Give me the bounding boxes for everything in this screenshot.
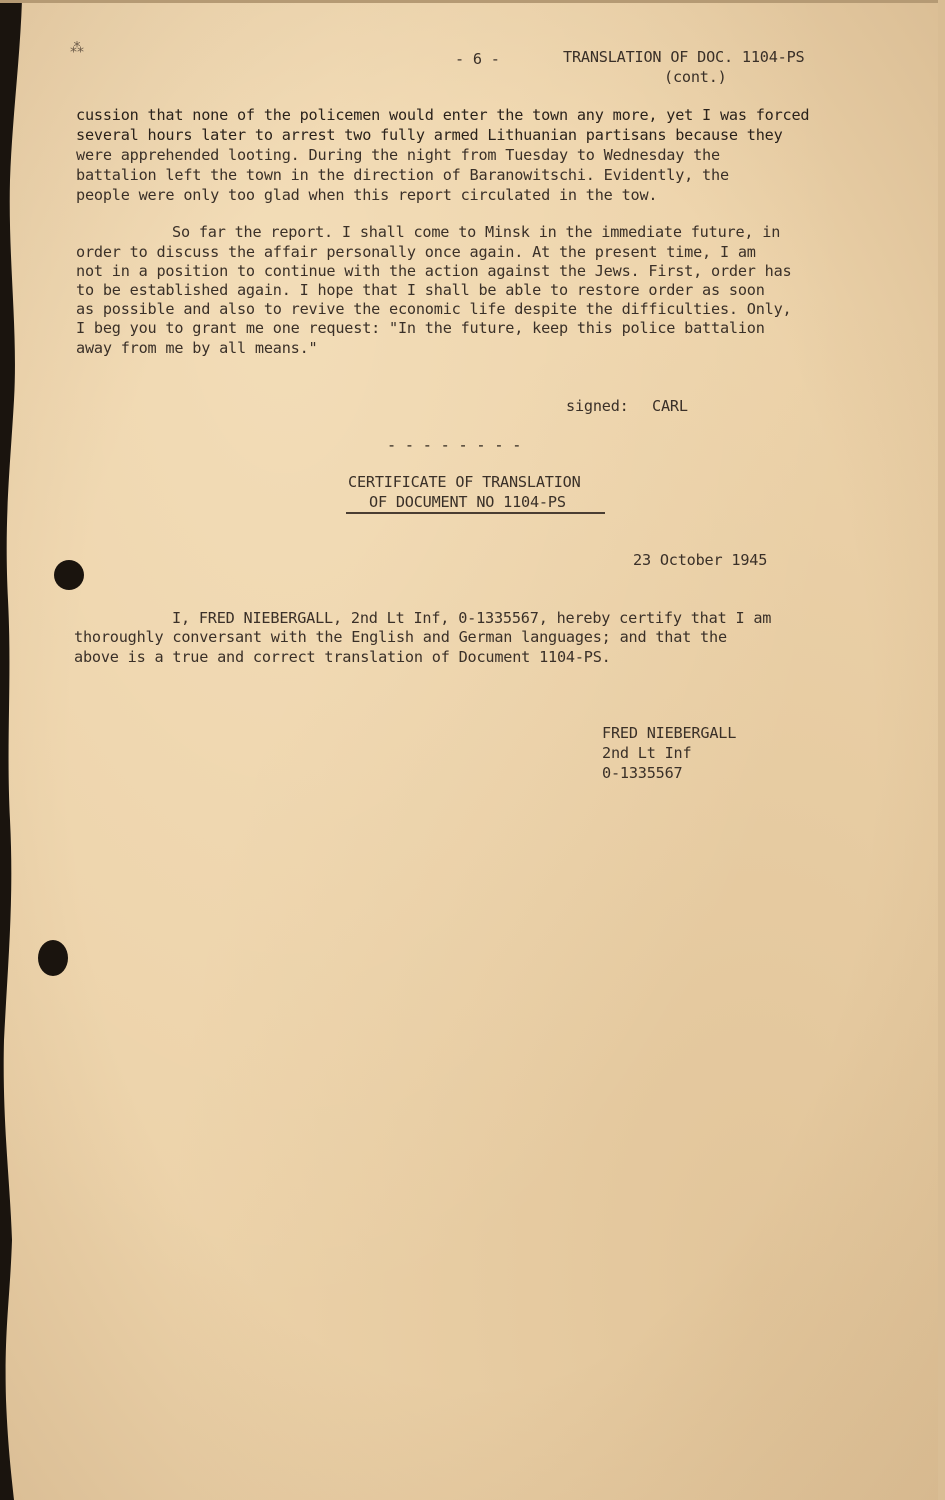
paragraph-2-line: to be established again. I hope that I shall be able to restore order as soon: [76, 281, 765, 299]
paragraph-2-line: So far the report. I shall come to Minsk in the immediate future, in: [172, 223, 781, 241]
translator-rank: 2nd Lt Inf: [602, 744, 692, 762]
paragraph-1-line: several hours later to arrest two fully armed Lithuanian partisans because they: [76, 126, 783, 144]
header-title-line2: (cont.): [664, 68, 727, 86]
paragraph-2-line: away from me by all means.": [76, 339, 318, 357]
signed-label: signed:: [566, 397, 629, 415]
punch-hole-lower: [38, 940, 68, 976]
translator-serial: 0-1335567: [602, 764, 683, 782]
certificate-statement-line: I, FRED NIEBERGALL, 2nd Lt Inf, 0-1335567, hereby certify that I am: [172, 609, 772, 627]
paragraph-2-line: I beg you to grant me one request: "In the future, keep this police battalion: [76, 319, 765, 337]
corner-smudge: ⁂: [70, 40, 84, 56]
certificate-statement-line: above is a true and correct translation of Document 1104-PS.: [74, 648, 611, 666]
paragraph-1-line: cussion that none of the policemen would enter the town any more, yet I was forced: [76, 106, 810, 124]
certificate-title-underline: [346, 512, 605, 514]
paragraph-2-line: not in a position to continue with the action against the Jews. First, order has: [76, 262, 792, 280]
translator-name: FRED NIEBERGALL: [602, 724, 737, 742]
certificate-title-line1: CERTIFICATE OF TRANSLATION: [348, 473, 581, 491]
paragraph-2-line: order to discuss the affair personally once again. At the present time, I am: [76, 243, 756, 261]
punch-hole-upper: [54, 560, 84, 590]
header-title-line1: TRANSLATION OF DOC. 1104-PS: [563, 48, 805, 66]
certificate-title-line2: OF DOCUMENT NO 1104-PS: [369, 493, 566, 511]
page-number: - 6 -: [455, 50, 500, 68]
paragraph-1-line: people were only too glad when this report circulated in the tow.: [76, 186, 658, 204]
paragraph-1-line: were apprehended looting. During the night from Tuesday to Wednesday the: [76, 146, 720, 164]
certificate-date: 23 October 1945: [633, 551, 768, 569]
certificate-statement-line: thoroughly conversant with the English and German languages; and that the: [74, 628, 727, 646]
signed-name: CARL: [652, 397, 688, 415]
paragraph-2-line: as possible and also to revive the economic life despite the difficulties. Only,: [76, 300, 792, 318]
section-separator: - - - - - - - -: [387, 436, 522, 454]
paragraph-1-line: battalion left the town in the direction of Baranowitschi. Evidently, the: [76, 166, 729, 184]
